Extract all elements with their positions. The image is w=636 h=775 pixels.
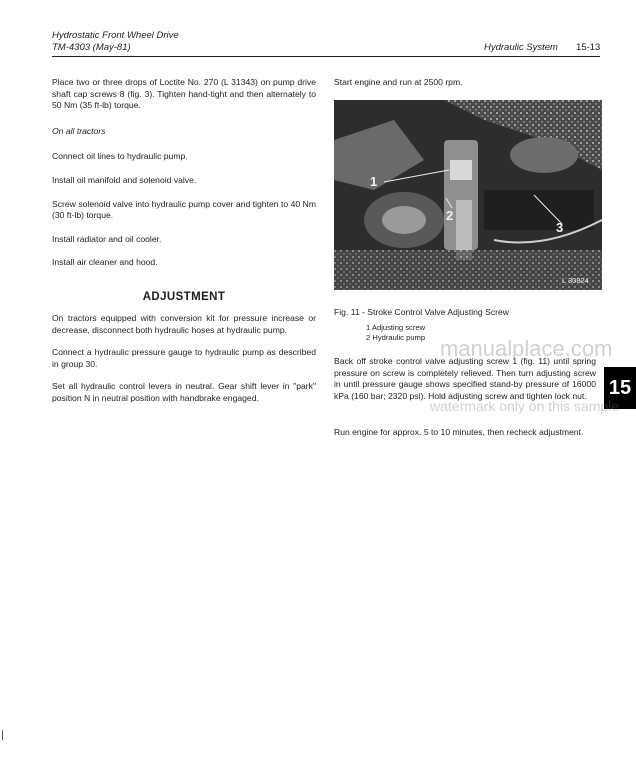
figure-code: L 30824 <box>562 276 589 285</box>
figure-caption: Fig. 11 - Stroke Control Valve Adjusting Screw <box>334 307 509 317</box>
callout-2: 2 <box>446 208 454 223</box>
figure-photo <box>334 100 602 290</box>
back-off-screw-paragraph: Back off stroke control valve adjusting screw 1 (fig. 11) until spring pressure on screw is completely relieved. Then turn adjusting screw in until pressure gauge shows specified stand-by pressure of 16000 kPa (160 bar; 2320 psi). Hold adjusting screw and tighten lock nut. <box>334 356 596 401</box>
header-rule <box>52 56 600 57</box>
section-title: Hydraulic System <box>484 42 558 53</box>
manual-code: TM-4303 (May-81) <box>52 42 131 53</box>
loctite-paragraph: Place two or three drops of Loctite No. 270 (L 31343) on pump drive shaft cap screws 8 (fig. 3). Tighten hand-tight and then alternately to 50 Nm (35 ft-lb) torque. <box>52 77 316 111</box>
watermark-site: manualplace.com <box>440 336 613 361</box>
left-column <box>52 77 316 405</box>
legend-adjusting-screw: 1 Adjusting screw <box>366 323 426 332</box>
install-air-cleaner-paragraph: Install air cleaner and hood. <box>52 257 158 268</box>
all-tractors-subheading: On all tractors <box>52 125 106 136</box>
adjustment-heading: ADJUSTMENT <box>142 290 226 303</box>
solenoid-valve-paragraph: Screw solenoid valve into hydraulic pump cover and tighten to 40 Nm (30 ft-lb) torque. <box>52 198 316 221</box>
install-radiator-paragraph: Install radiator and oil cooler. <box>52 233 162 244</box>
hydraulic-pump-photo <box>334 100 602 290</box>
run-engine-paragraph: Run engine for approx. 5 to 10 minutes, then recheck adjustment. <box>334 427 584 437</box>
install-manifold-paragraph: Install oil manifold and solenoid valve. <box>52 174 197 185</box>
callout-3: 3 <box>556 220 564 235</box>
start-engine-paragraph: Start engine and run at 2500 rpm. <box>334 77 463 87</box>
margin-mark <box>2 730 6 740</box>
pressure-gauge-paragraph: Connect a hydraulic pressure gauge to hydraulic pump as described in group 30. <box>52 347 316 369</box>
control-levers-paragraph: Set all hydraulic control levers in neutral. Gear shift lever in "park" position N in neutral position with handbrake engaged. <box>52 381 316 403</box>
conversion-kit-paragraph: On tractors equipped with conversion kit for pressure increase or decrease, disconnect both hydraulic hoses at hydraulic pump. <box>52 312 316 335</box>
connect-lines-paragraph: Connect oil lines to hydraulic pump. <box>52 151 188 162</box>
manual-title: Hydrostatic Front Wheel Drive <box>52 30 179 41</box>
page-number: 15-13 <box>576 42 601 53</box>
legend-hydraulic-pump: 2 Hydraulic pump <box>366 333 426 342</box>
callout-1: 1 <box>370 174 378 189</box>
section-tab: 15 <box>604 367 636 409</box>
watermark-note: watermark only on this sample <box>430 398 620 414</box>
